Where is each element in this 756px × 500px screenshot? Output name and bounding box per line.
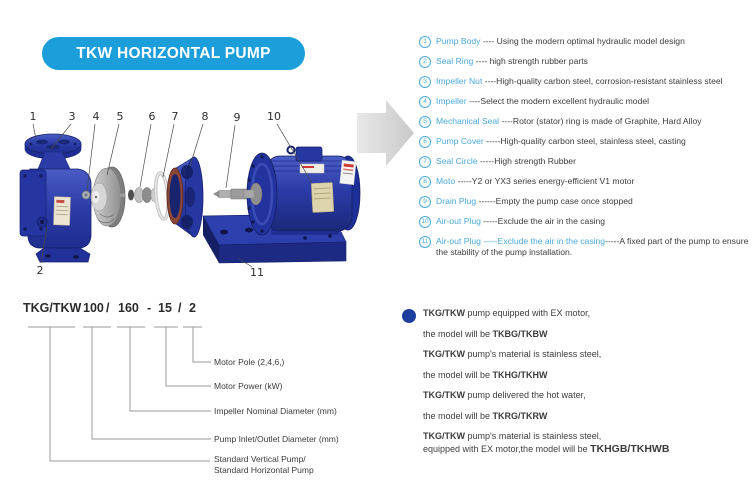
part-name: Impeller [436, 96, 467, 106]
callout-4: 4 [92, 110, 100, 123]
part-desc: -----High-quality carbon steel, stainless steel, casting [483, 136, 686, 146]
condition-text: pump's material is stainless steel, [465, 431, 602, 441]
note-result [423, 328, 749, 340]
condition-text: pump equipped with EX motor, [465, 308, 591, 318]
part-name: Air-out Plug [436, 216, 481, 226]
note-condition [423, 307, 749, 319]
part-item-4 [419, 96, 756, 107]
parts-list [419, 36, 756, 267]
part-desc: ----Rotor (stator) ring is made of Graphite, Hard Alloy [499, 116, 702, 126]
page-title: TKW HORIZONTAL PUMP [76, 44, 271, 62]
note-result [423, 443, 749, 455]
callout-5: 5 [116, 110, 124, 123]
part-item-9 [419, 196, 756, 207]
callout-10: 10 [267, 110, 281, 123]
note-condition [423, 430, 749, 442]
part-name: Moto [436, 176, 456, 186]
part-desc: ---- Using the modern optimal hydraulic model design [480, 36, 685, 46]
callout-9: 9 [233, 111, 241, 124]
part-item-6 [419, 136, 756, 147]
callout-2: 2 [36, 264, 44, 277]
part-name: Seal Ring [436, 56, 474, 66]
part-item-1 [419, 36, 756, 47]
part-item-10 [419, 216, 756, 227]
part-item-2 [419, 56, 756, 67]
part-desc: ------Empty the pump case once stopped [476, 196, 633, 206]
part-desc: ---- high strength rubber parts [473, 56, 588, 66]
callout-7: 7 [171, 110, 179, 123]
model-variant-notes [423, 307, 749, 464]
note-result [423, 410, 749, 422]
part-number-badge: 3 [419, 76, 431, 88]
result-prefix: the model will be [423, 369, 493, 380]
part-number-badge: 5 [419, 116, 431, 128]
part-desc: -----High strength Rubber [477, 156, 576, 166]
condition-text: pump's material is stainless steel, [465, 349, 602, 359]
model-name: TKRG/TKRW [492, 410, 548, 421]
model-token-slash1: / [106, 301, 110, 315]
label-standard-pump [214, 454, 314, 476]
part-name: Seal Circle [436, 156, 478, 166]
part-number-badge: 4 [419, 96, 431, 108]
label-motor-power: Motor Power (kW) [214, 381, 283, 391]
callout-8: 8 [201, 110, 209, 123]
model-token-pole: 2 [189, 301, 196, 315]
part-number-badge: 9 [419, 196, 431, 208]
part-desc: -----Exclude the air in the casing [480, 216, 606, 226]
part-desc: ----Select the modern excellent hydraulic model [466, 96, 650, 106]
callout-1: 1 [29, 110, 37, 123]
label-standard-line2: Standard Horizontal Pump [214, 465, 314, 475]
right-arrow-icon [357, 100, 414, 166]
note-condition [423, 389, 749, 401]
model-token-impeller: 160 [118, 301, 139, 315]
part-item-8 [419, 176, 756, 187]
model-name: TKBG/TKBW [492, 328, 548, 339]
part-number-badge: 6 [419, 136, 431, 148]
result-prefix: the model will be [423, 410, 493, 421]
callout-11: 11 [250, 266, 264, 279]
model-token-power: 15 [158, 301, 172, 315]
model-token-dash: - [147, 301, 152, 315]
callout-3: 3 [68, 110, 76, 123]
model-name: TKHGB/TKHWB [590, 443, 670, 455]
part-name: Mechanical Seal [436, 116, 500, 126]
part-number-badge: 7 [419, 156, 431, 168]
part-name: Pump Cover [436, 136, 484, 146]
label-motor-pole: Motor Pole (2,4,6,) [214, 357, 285, 367]
part-number-badge: 1 [419, 36, 431, 48]
part-item-11 [419, 236, 756, 258]
part-item-7 [419, 156, 756, 167]
part-item-3 [419, 76, 756, 87]
brand-text: TKG/TKW [423, 390, 465, 400]
note-result [423, 369, 749, 381]
brand-text: TKG/TKW [423, 431, 465, 441]
callout-6: 6 [148, 110, 156, 123]
model-name: TKHG/TKHW [492, 369, 548, 380]
result-prefix: equipped with EX motor,the model will be [423, 444, 591, 454]
note-condition [423, 348, 749, 360]
brand-text: TKG/TKW [423, 349, 465, 359]
part-item-5 [419, 116, 756, 127]
label-impeller-diameter: Impeller Nominal Diameter (mm) [214, 406, 337, 416]
model-token-inlet: 100 [83, 301, 104, 315]
part-number-badge: 11 [419, 236, 431, 248]
part-name: Air-out Plug -----Exclude the air in the casing [436, 236, 606, 246]
part-desc: -----Y2 or YX3 series energy-efficient V1 motor [455, 176, 635, 186]
label-inlet-outlet: Pump Inlet/Outlet Diameter (mm) [214, 434, 339, 444]
model-token-slash2: / [178, 301, 182, 315]
condition-text: pump delivered the hot water, [465, 390, 586, 400]
part-name: Pump Body [436, 36, 481, 46]
result-prefix: the model will be [423, 328, 493, 339]
part-name: Impeller Nut [436, 76, 483, 86]
part-number-badge: 2 [419, 56, 431, 68]
part-number-badge: 8 [419, 176, 431, 188]
label-standard-line1: Standard Vertical Pump/ [214, 454, 306, 464]
part-name: Drain Plug [436, 196, 477, 206]
part-desc: -----A fixed part of the pump to ensure the stability of the pump installation. [436, 236, 749, 257]
model-token-series: TKG/TKW [23, 301, 82, 315]
part-number-badge: 10 [419, 216, 431, 228]
note-bullet-icon [402, 309, 416, 323]
brand-text: TKG/TKW [423, 308, 465, 318]
part-desc: ----High-quality carbon steel, corrosion-resistant stainless steel [482, 76, 723, 86]
